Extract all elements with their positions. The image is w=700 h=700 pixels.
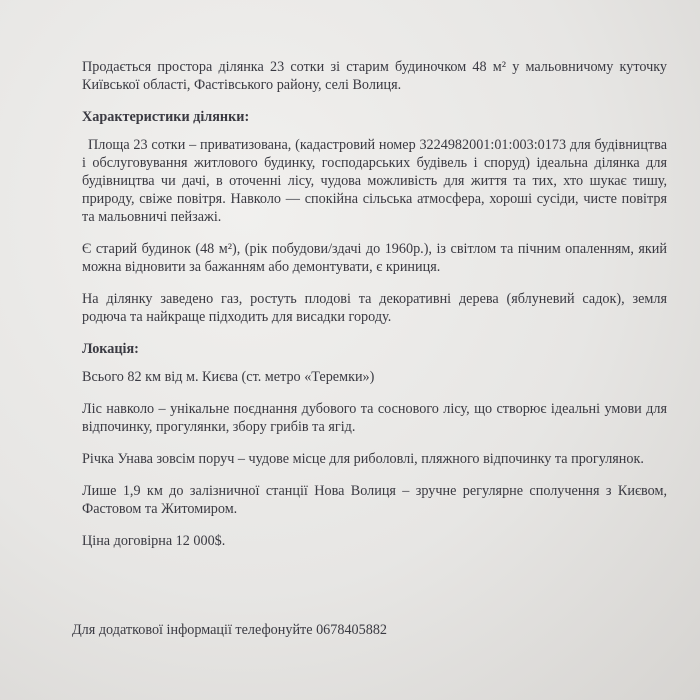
distance-paragraph: Всього 82 км від м. Києва (ст. метро «Теремки») <box>82 369 375 385</box>
forest-paragraph: Ліс навколо – унікальне поєднання дубового та соснового лісу, що створює ідеальні умови для відпочинку, прогулянки, збору грибів та ягід. <box>82 401 667 435</box>
station-paragraph: Лише 1,9 км до залізничної станції Нова Волиця – зручне регулярне сполучення з Києвом, Фастовом та Житомиром. <box>82 483 667 517</box>
gas-paragraph: На ділянку заведено газ, ростуть плодові та декоративні дерева (яблуневий садок), земля родюча та найкраще підходить для висадки городу. <box>82 291 667 325</box>
location-heading: Локація: <box>82 341 139 357</box>
intro-paragraph: Продається простора ділянка 23 сотки зі старим будиночком 48 м² у мальовничому куточку Київської області, Фастівського району, селі Волиця. <box>82 59 667 93</box>
plot-paragraph: Площа 23 сотки – приватизована, (кадастровий номер 3224982001:01:003:0173 для будівництва і обслуговування житлового будинку, господарських будівель і споруд) ідеальна ділянка для будівництва чи дачі, в оточенні лісу, чудова можливість для життя та тих, хто шукає тишу, природу, свіже повітря. Навколо — спокійна сільська атмосфера, хороші сусіди, чисте повітря та мальовничі пейзажі. <box>82 137 667 225</box>
river-paragraph: Річка Унава зовсім поруч – чудове місце для риболовлі, пляжного відпочинку та прогулянок. <box>82 451 644 467</box>
document-body <box>82 58 667 564</box>
price-line: Ціна договірна 12 000$. <box>82 533 226 549</box>
house-paragraph: Є старий будинок (48 м²), (рік побудови/здачі до 1960р.), із світлом та пічним опаленням, який можна відновити за бажанням або демонтувати, є криниця. <box>82 241 667 275</box>
contact-line: Для додаткової інформації телефонуйте 0678405882 <box>72 622 388 638</box>
characteristics-heading: Характеристики ділянки: <box>82 109 250 125</box>
